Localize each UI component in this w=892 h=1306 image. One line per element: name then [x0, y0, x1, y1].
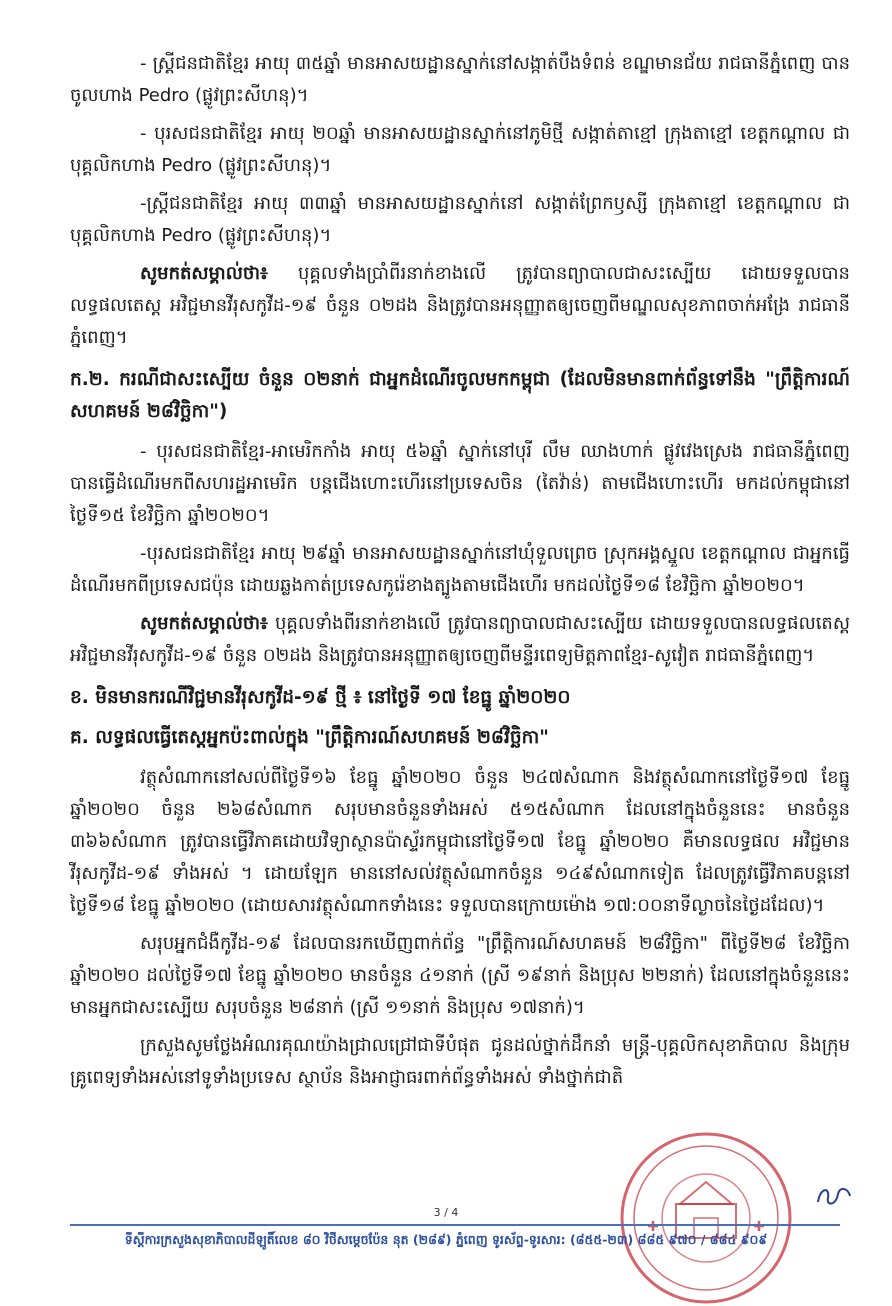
summary-paragraph: សរុបអ្នកជំងឺកូវីដ-១៩ ដែលបានរកឃើញពាក់ព័ន្ធ "ព្រឹត្តិការណ៍សហគមន៍ ២៨វិច្ឆិកា" ពីថ្ងៃទី២៨ ខែវិច្ឆិកា ឆ្នាំ២០២០ ដល់ថ្ងៃទី១៧ ខែធ្នូ ឆ្នាំ២០២០ មានចំនួន ៤១នាក់ (ស្រី ១៩នាក់ និងប្រុស ២២នាក់) ដែលនៅក្នុងចំនួននេះ មានអ្នកជាសះស្បើយ សរុបចំនួន ២៨នាក់ (ស្រី ១១នាក់ និងប្រុស ១៧នាក់)។: [70, 933, 850, 1018]
thanks-paragraph: ក្រសួងសូមថ្លែងអំណរគុណយ៉ាងជ្រាលជ្រៅជាទីបំផុត ជូនដល់ថ្នាក់ដឹកនាំ មន្ត្រី-បុគ្គលិកសុខាភិបាល និងក្រុមគ្រូពេទ្យទាំងអស់នៅទូទាំងប្រទេស ស្ថាប័ន និងអាជ្ញាធរពាក់ព័ន្ធទាំងអស់ ទាំងថ្នាក់ជាតិ: [70, 1035, 850, 1088]
note-paragraph-1: [70, 258, 850, 354]
note-paragraph-2: [70, 608, 850, 672]
page-number: 3 / 4: [433, 1206, 459, 1219]
section-heading-b: ខ. មិនមានករណីវិជ្ជមានវីរុសកូវីដ-១៩ ថ្មី ៖ នៅថ្ងៃទី ១៧ ខែធ្នូ ឆ្នាំ២០២០: [70, 687, 571, 708]
case-paragraph-5: -បុរសជនជាតិខ្មែរ អាយុ ២៩ឆ្នាំ មានអាសយដ្ឋានស្នាក់នៅឃុំទួលព្រេច ស្រុកអង្គស្នួល ខេត្តកណ្ដាល ជាអ្នកធ្វើដំណើរមកពីប្រទេសជប៉ុន ដោយឆ្លងកាត់ប្រទេសកូរ៉េខាងត្បូងតាមជើងហើរ មកដល់ថ្ងៃទី១៨ ខែវិច្ឆិកា ឆ្នាំ២០២០។: [70, 543, 850, 596]
section-heading-a2: ក.២. ករណីជាសះស្បើយ ចំនួន ០២នាក់ ជាអ្នកដំណើរចូលមកកម្ពុជា (ដែលមិនមានពាក់ព័ន្ធទៅនឹង "ព្រឹត្តិការណ៍សហគមន៍ ២៨វិច្ឆិកា"): [70, 369, 850, 422]
case-paragraph-3: -ស្ត្រីជនជាតិខ្មែរ អាយុ ៣៣ឆ្នាំ មានអាសយដ្ឋានស្នាក់នៅ សង្កាត់ព្រែកឫស្សី ក្រុងតាខ្មៅ ខេត្តកណ្ដាល ជាបុគ្គលិកហាង Pedro (ផ្លូវព្រះសីហនុ)។: [70, 193, 850, 246]
footer-address: ទីស្តីការក្រសួងសុខាភិបាលដីឡូតិ៍លេខ ៨០ វិថីសម្តេចប៉ែន នុត (២៨៩) ភ្នំពេញ ទូរស័ព្ទ-ទូរសារ: (៨៥៥-២៣) ៨៨៥ ៩៧០ / ៨៨៤ ៩០៩: [124, 1232, 768, 1247]
case-paragraph-2: - បុរសជនជាតិខ្មែរ អាយុ ២០ឆ្នាំ មានអាសយដ្ឋានស្នាក់នៅភូមិថ្មី សង្កាត់តាខ្មៅ ក្រុងតាខ្មៅ ខេត្តកណ្ដាល ជាបុគ្គលិកហាង Pedro (ផ្លូវព្រះសីហនុ)។: [70, 123, 850, 176]
document-body: [70, 48, 850, 1100]
case-paragraph-1: - ស្ត្រីជនជាតិខ្មែរ អាយុ ៣៥ឆ្នាំ មានអាសយដ្ឋានស្នាក់នៅសង្កាត់បឹងទំពន់ ខណ្ឌមានជ័យ រាជធានីភ្នំពេញ បានចូលហាង Pedro (ផ្លូវព្រះសីហនុ)។: [70, 53, 850, 106]
samples-paragraph: វត្ថុសំណាកនៅសល់ពីថ្ងៃទី១៦ ខែធ្នូ ឆ្នាំ២០២០ ចំនួន ២៤៧សំណាក និងវត្ថុសំណាកនៅថ្ងៃទី១៧ ខែធ្នូ ឆ្នាំ២០២០ ចំនួន ២៦៨សំណាក សរុបមានចំនួនទាំងអស់ ៥១៥សំណាក ដែលនៅក្នុងចំនួននេះ មានចំនួន ៣៦៦សំណាក ត្រូវបានធ្វើវិភាគដោយវិទ្យាស្ថានប៉ាស្ទ័រកម្ពុជានៅថ្ងៃទី១៧ ខែធ្នូ ឆ្នាំ២០២០ គឺមានលទ្ធផល អវិជ្ជមានវីរុសកូវីដ-១៩ ទាំងអស់ ។ ដោយឡែក មាននៅសល់វត្ថុសំណាកចំនួន ១៤៩សំណាកទៀត ដែលត្រូវធ្វើវិភាគបន្តនៅថ្ងៃទី១៨ ខែធ្នូ ឆ្នាំ២០២០ (ដោយសារវត្ថុសំណាកទាំងនេះ ទទួលបានក្រោយម៉ោង ១៧:០០នាទីល្ងាចនៃថ្ងៃដដែល)។: [70, 767, 850, 916]
note-lead-1: សូមកត់សម្គាល់ថា៖: [140, 263, 268, 284]
footer-divider: [70, 1224, 840, 1226]
note-lead-2: សូមកត់សម្គាល់ថា៖: [140, 613, 268, 634]
note-text-1: បុគ្គលទាំងប្រាំពីរនាក់ខាងលើ ត្រូវបានព្យាបាលជាសះស្បើយ ដោយទទួលបានលទ្ធផលតេស្ត អវិជ្ជមានវីរុសកូវីដ-១៩ ចំនួន ០២ដង និងត្រូវបានអនុញ្ញាតឲ្យចេញពីមណ្ឌលសុខភាពចាក់អង្រែ រាជធានីភ្នំពេញ។: [70, 263, 850, 348]
note-text-2: បុគ្គលទាំងពីរនាក់ខាងលើ ត្រូវបានព្យាបាលជាសះស្បើយ ដោយទទួលបានលទ្ធផលតេស្ត អវិជ្ជមានវីរុសកូវីដ-១៩ ចំនួន ០២ដង និងត្រូវបានអនុញ្ញាតឲ្យចេញពីមន្ទីរពេទ្យមិត្តភាពខ្មែរ-សូវៀត រាជធានីភ្នំពេញ។: [70, 613, 850, 666]
section-heading-c: គ. លទ្ធផលធ្វើតេស្តអ្នកប៉ះពាល់ក្នុង "ព្រឹត្តិការណ៍សហគមន៍ ២៨វិច្ឆិកា": [70, 727, 549, 748]
case-paragraph-4: - បុរសជនជាតិខ្មែរ-អាមេរិកកាំង អាយុ ៥៦ឆ្នាំ ស្នាក់នៅបុរី លឹម ឈាងហាក់ ផ្លូវវេងស្រេង រាជធានីភ្នំពេញ បានធ្វើដំណើរមកពីសហរដ្ឋអាមេរិក បន្តជើងហោះហើរនៅប្រទេសចិន (តៃវ៉ាន់) តាមជើងហោះហើរ មកដល់កម្ពុជានៅថ្ងៃទី១៥ ខែវិច្ឆិកា ឆ្នាំ២០២០។: [70, 441, 850, 526]
